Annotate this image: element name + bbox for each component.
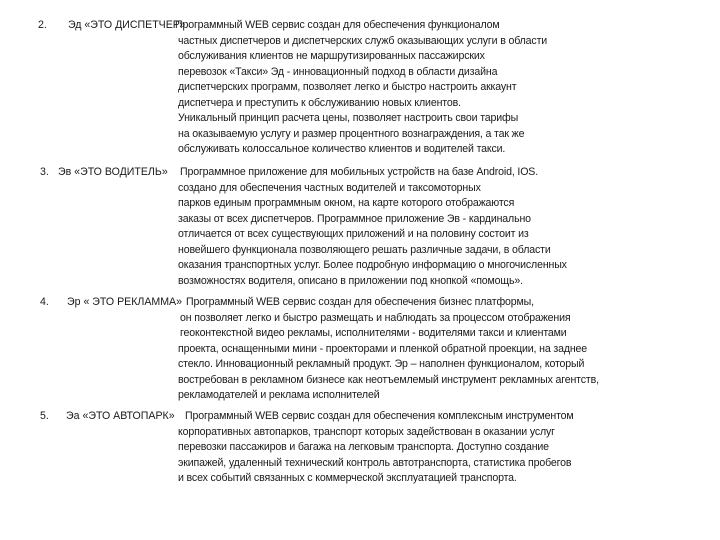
item-first-line: Программный WEB сервис создан для обеспечения функционалом	[175, 19, 500, 31]
item-first-line: Программный WEB сервис создан для обеспечения бизнес платформы,	[186, 296, 534, 308]
item-line: обслуживания клиентов не маршрутизированных пассажирских	[178, 50, 485, 62]
item-number: 4.	[40, 296, 49, 308]
item-label: Эд «ЭТО ДИСПЕТЧЕР»	[68, 19, 186, 31]
item-label: Эв «ЭТО ВОДИТЕЛЬ»	[58, 166, 168, 178]
item-number: 2.	[38, 19, 47, 31]
item-line: отличается от всех существующих приложений и на половину состоит из	[178, 228, 529, 240]
item-line: на оказываемую услугу и размер процентного вознаграждения, а так же	[178, 127, 525, 140]
item-line: заказы от всех диспетчеров. Программное приложение Эв - кардинально	[178, 212, 531, 225]
item-line: новейшего функционала позволяющего решать различные задачи, в области	[178, 243, 551, 256]
item-first-line: Программный WEB сервис создан для обеспечения комплексным инструментом	[185, 410, 574, 422]
item-first-line: Программное приложение для мобильных устройств на базе Android, IOS.	[180, 166, 538, 178]
item-line: перевозок «Такси» Эд - инновационный подход в области дизайна	[178, 65, 498, 78]
item-line: парков единым программным окном, на карте которого отображаются	[178, 197, 515, 209]
item-line: геоконтекстной видео рекламы, исполнителями - водителями такси и клиентами	[180, 327, 567, 339]
item-line: стекло. Инновационный рекламный продукт. Эр – наполнен функционалом, который	[178, 358, 585, 370]
item-line: создано для обеспечения частных водителей и таксомоторных	[178, 181, 481, 194]
item-line: перевозки пассажиров и багажа на легковым транспорта. Доступно создание	[178, 441, 549, 453]
item-line: рекламодателей и реклама исполнителей	[178, 389, 380, 401]
item-line: обслуживать колоссальное количество клиентов и водителей такси.	[178, 143, 506, 155]
item-line: востребован в рекламном бизнесе как неотъемлемый инструмент рекламных агентств,	[178, 373, 599, 386]
item-line: проекта, оснащенными мини - проекторами и пленкой обратной проекции, на заднее	[178, 342, 588, 355]
item-label: Эа «ЭТО АВТОПАРК»	[66, 410, 175, 422]
item-line: возможностях водителя, описано в приложении под кнопкой «помощь».	[178, 274, 523, 287]
item-number: 5.	[40, 410, 49, 422]
item-line: корпоративных автопарков, транспорт которых задействован в оказании услуг	[178, 425, 555, 438]
item-line: экипажей, удаленный технический контроль автотранспорта, статистика пробегов	[178, 456, 572, 469]
item-line: оказания транспортных услуг. Более подробную информацию о многочисленных	[178, 259, 567, 271]
item-line: он позволяет легко и быстро размещать и наблюдать за процессом отображения	[180, 311, 571, 324]
item-line: Уникальный принцип расчета цены, позволяет настроить свои тарифы	[178, 112, 519, 124]
item-line: и всех событий связанных с коммерческой эксплуатацией транспорта.	[178, 472, 517, 484]
item-label: Эр « ЭТО РЕКЛАММА»	[67, 296, 183, 308]
item-line: диспетчерских программ, позволяет легко и быстро настроить аккаунт	[178, 81, 517, 93]
item-line: частных диспетчеров и диспетчерских служб оказывающих услуги в области	[178, 34, 548, 47]
item-line: диспетчера и преступить к обслуживанию новых клиентов.	[178, 96, 461, 109]
item-number: 3.	[40, 166, 49, 178]
